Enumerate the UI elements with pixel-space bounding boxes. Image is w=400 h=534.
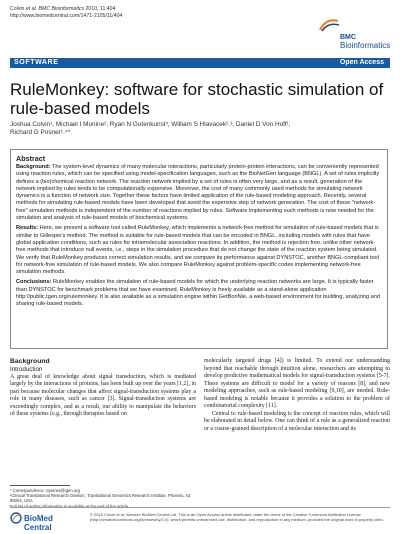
open-access-label: Open Access [339,59,384,66]
author-info-note: Full list of author information is available at the end of the article [10,503,129,509]
footnote-divider [10,485,70,486]
body-paragraph: molecularly targeted drugs [4]) is limited. To extend our understanding beyond that reachable through intuition alone, researchers are attempting to develop predictive mathematical models for signal-transduction systems [5-7]. These systems are difficult to model for a variety of reasons [8], and new modeling approaches, such as rule-based modeling [9,10], are needed. Rule-based modeling is notable because it provides a solution to the problem of combinatorial complexity [11]. [204,358,390,410]
bmc-logo-icon [318,18,340,32]
section-banner [10,58,390,68]
section-label: SOFTWARE [14,59,59,66]
footer-divider [10,507,390,508]
introduction-heading: Introduction [10,366,43,373]
abstract-conclusions: Conclusions: RuleMonkey enables the simulation of rule-based models for which the underlying reaction networks are large. It is typically faster than DYNSTOC for benchmark problems that we have examined. RuleMonkey is freely available as a stand-alone application http://public.tgen.org/rulemonkey. It is also available as a simulation engine within GetBonNie, a web-based environment for building, analyzing and sharing rule-based models. [16,279,381,308]
body-paragraph: A great deal of knowledge about signal transduction, which is mediated largely by the interactions of proteins, has been built up over the years [1,2], in part because molecular changes that affect signal-transduction systems play a role in many diseases, such as cancer [3]. Signal-transduction systems are exceedingly complex, and as a result, our ability to manipulate the behaviors of these systems (e.g., through therapies based on [10,373,196,418]
affiliation-note: ¹Clinical Translational Research Division, Translational Genomics Research Institute, Phoenix, AZ 85004, USA [10,493,191,504]
citation-header [10,6,122,19]
abstract-box [10,149,388,349]
abstract-results: Results: Here, we present a software tool called RuleMonkey, which implements a network-free method for simulation of rule-based models that is similar to Gillespie's method. The method is suitable for rule-based models that can be encoded in BNGL, including models with rules that have global application conditions, such as rules for intramolecular association reactions. In addition, the method is rejection free, unlike other network-free methods that introduce null events, i.e., steps in the simulation procedure that do not change the state of the reaction system being simulated. We verify that RuleMonkey produces correct simulation results, and we compare its performance against DYNSTOC, another BNGL-compliant tool for network-free simulation of rule-based models. We also compare RuleMonkey against problem-specific codes implementing network-free simulation methods. [16,225,379,276]
abstract-heading: Abstract [16,154,46,163]
logo-journal-text: Bioinformatics [340,41,391,50]
author-list: Joshua Colvin¹, Michael I Monine², Ryan N Gutenkunst³, William S Hlavacek²˒³, Daniel D Von Hoff¹, Richard G Posner¹˒⁴* [10,121,291,136]
background-heading: Background [10,358,50,365]
biomed-central-text: BioMed Central [24,514,53,532]
footnotes [10,488,196,509]
body-column-right [204,358,390,433]
body-paragraph: Central to rule-based modeling is the concept of reaction rules, which will be elaborated in detail below. One can think of a rule as a generalized reaction or a coarse-grained description of a molecular interaction and its [204,410,390,432]
logo-bmc-text: BMC [340,34,356,41]
article-title: RuleMonkey: software for stochastic simulation of rule-based models [10,80,384,118]
license-text: © 2010 Colvin et al; licensee BioMed Central Ltd. This is an Open Access article distributed under the terms of the Creative Commons Attribution License (http://creativecommons.org/licenses/by/2.0), which permits unrestricted use, distribution, and reproduction in any medium, provided the original work is properly cited. [90,512,384,522]
body-column-left [10,358,196,419]
journal-logo [318,18,391,58]
citation-url[interactable]: http://www.biomedcentral.com/1471-2105/11/404 [10,12,123,19]
citation-line-1: Colvin et al. BMC Bioinformatics 2010, 11:404 [10,6,116,12]
correspondence-note[interactable]: * Correspondence: rposner@tgen.org [10,488,80,493]
biomed-central-icon [10,512,22,524]
biomed-central-footer-logo [10,512,80,532]
abstract-background: Background: The system-level dynamics of many molecular interactions, particularly protein-protein interactions, can be conveniently represented using reaction rules, which can be specified using model-specification languages, such as the BioNetGen language (BNGL). A set of rules implicitly defines a (bio)chemical reaction network. The reaction network implied by a set of rules is often very large, and as a result, generation of the network implied by rules tends to be computationally expensive. Moreover, the cost of many commonly used methods for simulating network dynamics is a function of network size. Together these factors have limited application of the rule-based modeling approach. Recently, several methods for simulating rule-based models have been developed that avoid the expensive step of network generation. The cost of these "network-free" simulation methods is independent of the number of reactions implied by rules. Software implementing such methods is now needed for the simulation and analysis of rule-based models of biochemical systems. [16,164,380,222]
